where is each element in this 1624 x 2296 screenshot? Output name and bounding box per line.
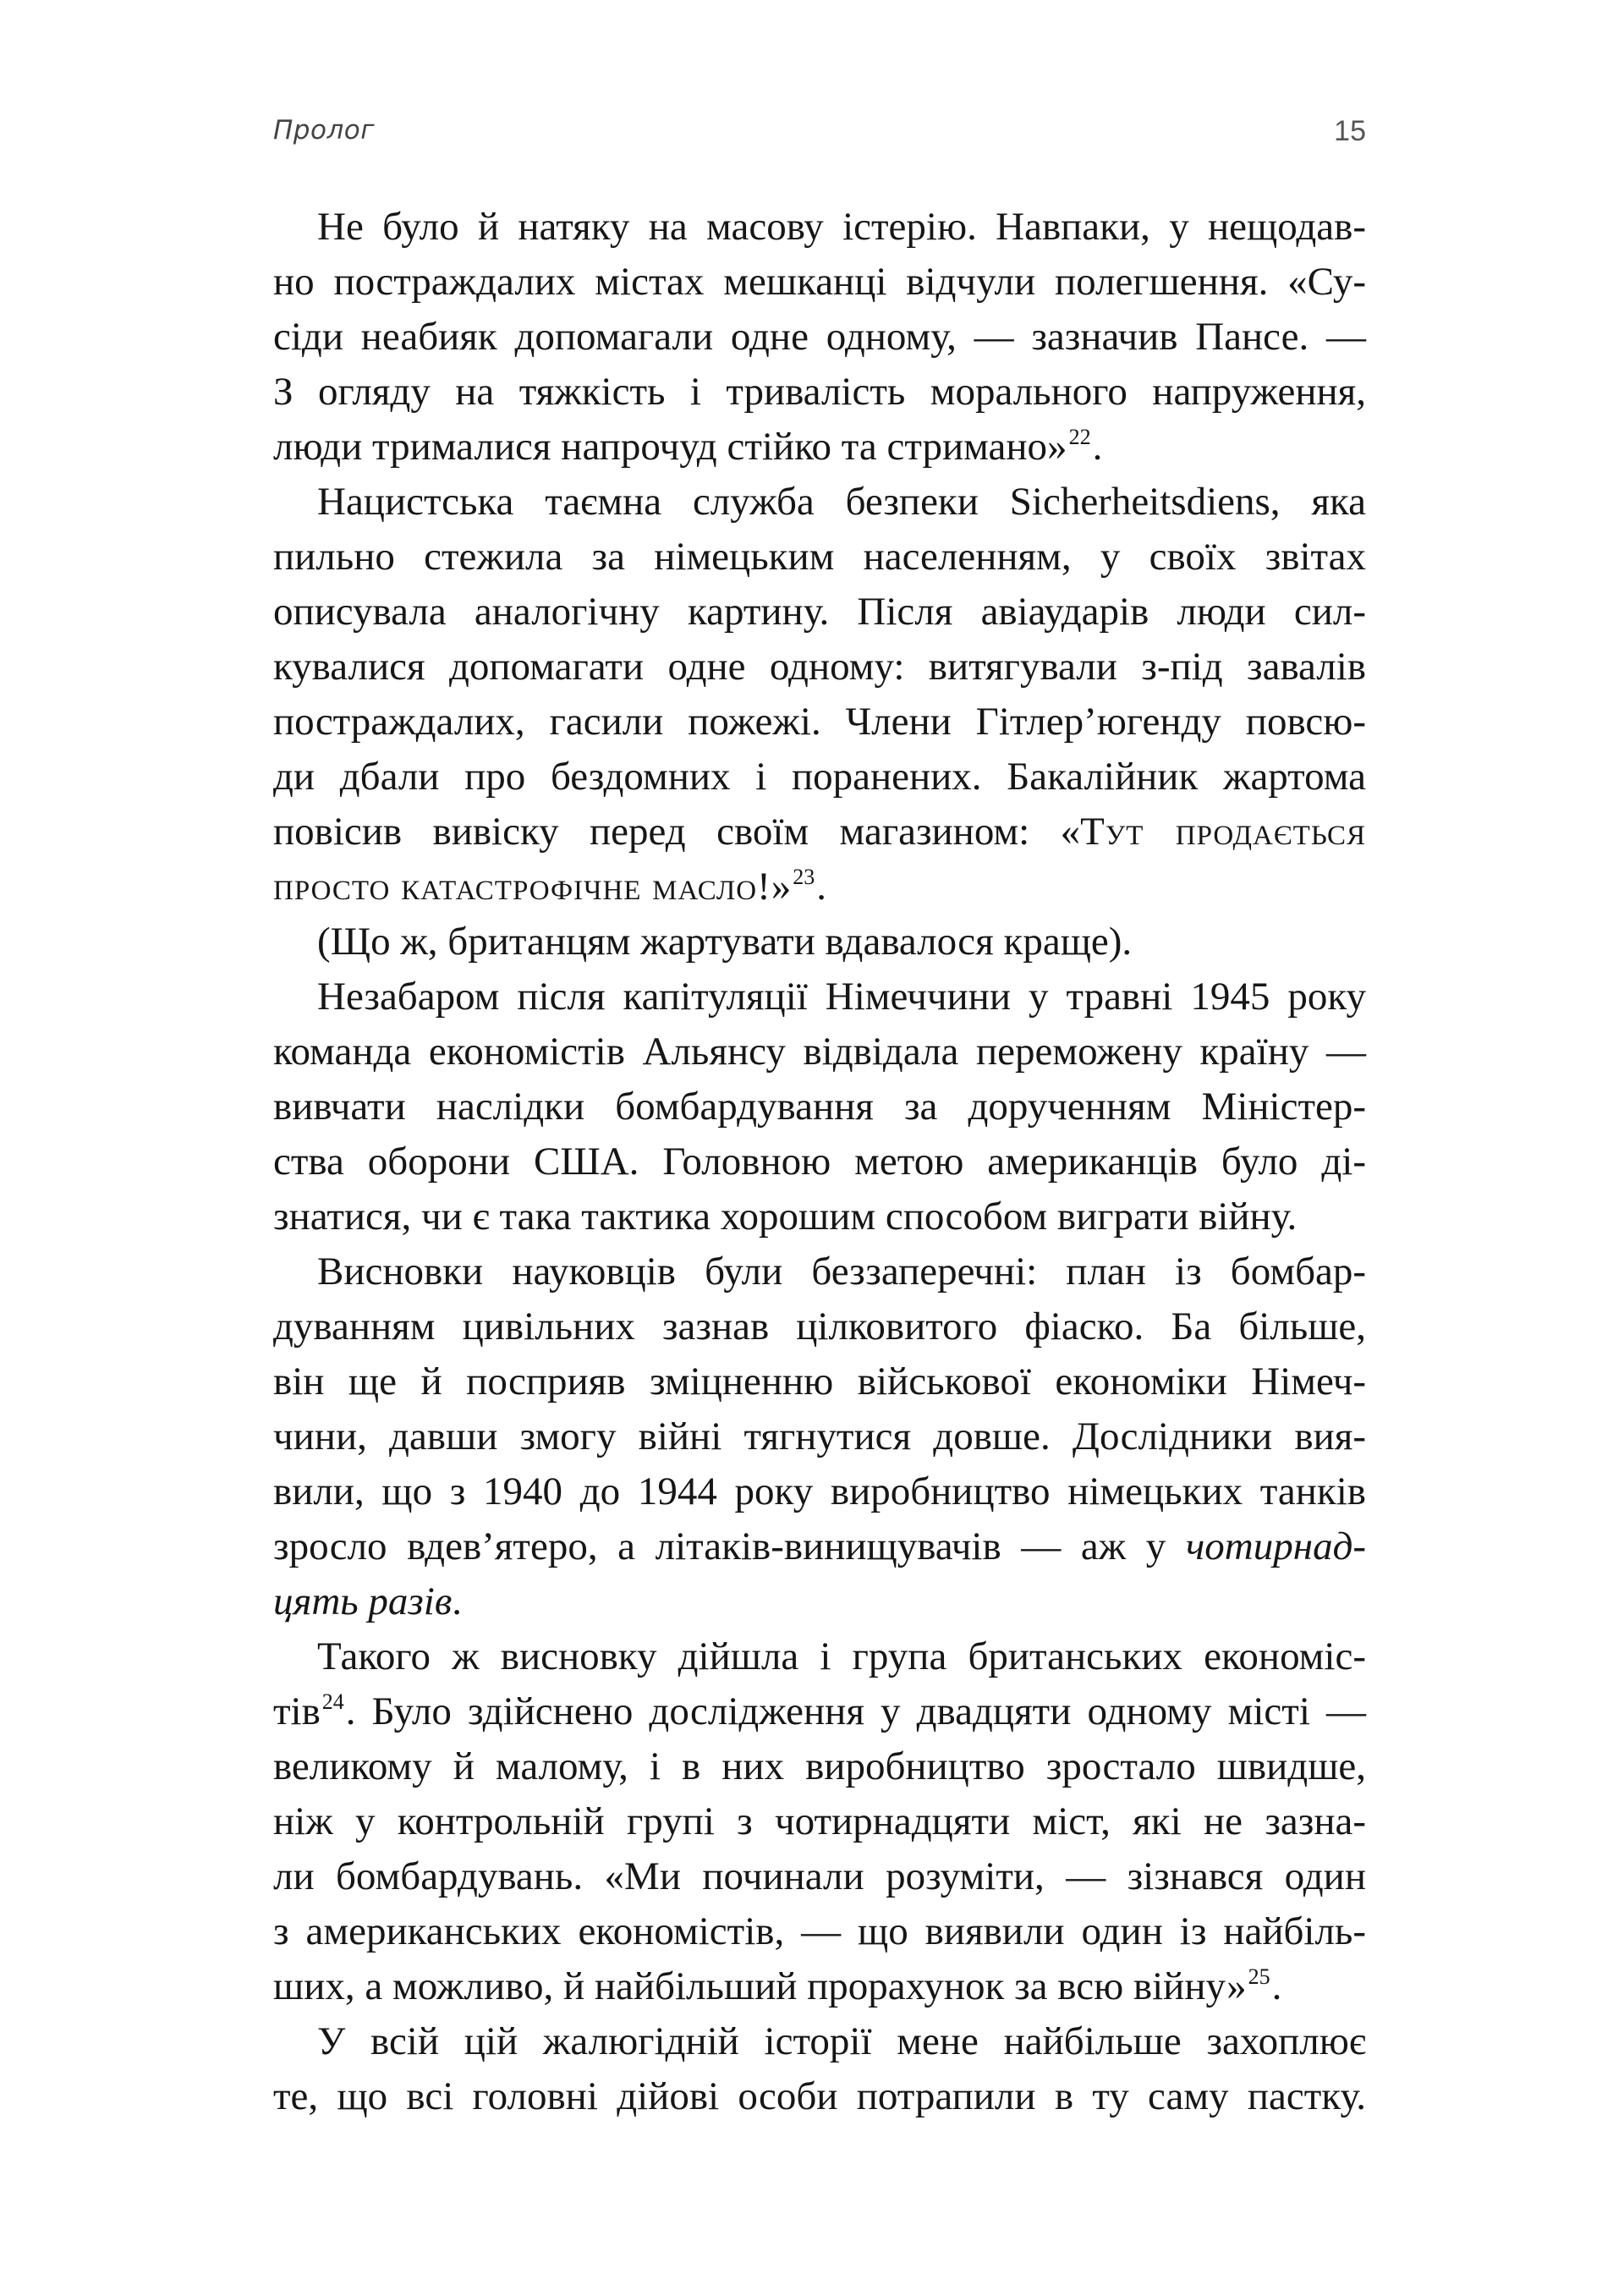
text-line: цять разів. (273, 1579, 462, 1623)
text-line: великому й малому, і в них виробництво зростало швидше, (273, 1744, 1366, 1788)
paragraph (273, 475, 1366, 915)
text-line: З огляду на тяжкість і тривалість морального напруження, (273, 370, 1366, 414)
text-line: сіди неабияк допомагали одне одному, — зазначив Пансе. — (273, 315, 1366, 359)
footnote-ref: 22 (1068, 425, 1091, 449)
text-line: описувала аналогічну картину. Після авіаударів люди сил- (273, 590, 1366, 634)
text-line: кувалися допомагати одне одному: витягували з-під завалів (273, 645, 1366, 689)
text-line: ди дбали про бездомних і поранених. Бакалійник жартома (273, 755, 1366, 799)
paragraph (273, 2014, 1366, 2124)
text-line: У всій цій жалюгідній історії мене найбільше захоплює (317, 2019, 1366, 2063)
italic-emphasis: цять разів (273, 1579, 453, 1623)
text-line: зросло вдев’ятеро, а літаків-винищувачів — аж у чотирнад- (273, 1524, 1366, 1568)
text-line: знатися, чи є така тактика хорошим способом виграти війну. (273, 1195, 1298, 1239)
running-head-section: Пролог (273, 115, 376, 146)
text-line: ства оборони США. Головною метою американців було ді- (273, 1140, 1366, 1184)
text-line: Нацистська таємна служба безпеки Sicherheitsdiens, яка (317, 480, 1366, 524)
running-head (273, 115, 1366, 157)
text-line: просто катастрофічне масло!»$^{23}$. (273, 865, 827, 909)
text-line: ли бомбардувань. «Ми починали розуміти, — зізнався один (273, 1854, 1366, 1898)
text-line: ніж у контрольній групі з чотирнадцяти міст, які не зазна- (273, 1799, 1366, 1843)
text-line: постраждалих, гасили пожежі. Члени Гітлер’югенду повсю- (273, 700, 1366, 744)
footnote-ref: 23 (793, 865, 815, 889)
paragraph (273, 1244, 1366, 1629)
italic-emphasis: чотирнад- (1185, 1524, 1366, 1568)
paragraph (273, 1629, 1366, 2014)
text-line: повісив вивіску перед своїм магазином: «Тут продається (273, 810, 1366, 854)
text-line: з американських економістів, — що виявили один із найбіль- (273, 1909, 1366, 1953)
text-line: ших, а можливо, й найбільший прорахунок за всю війну»$^{25}$. (273, 1964, 1282, 2008)
page-number: 15 (1334, 115, 1366, 147)
text-line: Не було й натяку на масову істерію. Навпаки, у нещодав- (317, 205, 1366, 249)
text-line: Висновки науковців були беззаперечні: план із бомбар- (317, 1250, 1366, 1294)
text-line: він ще й посприяв зміцненню військової економіки Німеч- (273, 1359, 1366, 1403)
text-line: вили, що з 1940 до 1944 року виробництво німецьких танків (273, 1469, 1366, 1513)
text-line: Незабаром після капітуляції Німеччини у травні 1945 року (317, 975, 1366, 1019)
paragraph (273, 969, 1366, 1244)
text-line: но постраждалих містах мешканці відчули полегшення. «Су- (273, 260, 1366, 304)
text-line: тів$^{24}$. Було здійснено дослідження у двадцяти одному місті — (273, 1689, 1366, 1733)
text-line: чини, давши змогу війні тягнутися довше. Дослідники вия- (273, 1414, 1366, 1458)
text-line: команда економістів Альянсу відвідала переможену країну — (273, 1030, 1366, 1074)
text-line: (Що ж, британцям жартувати вдавалося краще). (317, 920, 1133, 964)
small-caps-quote: Тут продається (1080, 810, 1366, 854)
text-line: люди трималися напрочуд стійко та стримано»$^{22}$. (273, 425, 1103, 469)
text-line: пильно стежила за німецьким населенням, у своїх звітах (273, 535, 1366, 579)
small-caps-quote: просто катастрофічне масло! (273, 865, 771, 909)
text-line: вивчати наслідки бомбардування за дорученням Міністер- (273, 1085, 1366, 1129)
text-line: Такого ж висновку дійшла і група британських економіс- (317, 1634, 1366, 1678)
footnote-ref: 24 (321, 1689, 344, 1714)
text-line: дуванням цивільних зазнав цілковитого фіаско. Ба більше, (273, 1305, 1366, 1348)
text-line: те, що всі головні дійові особи потрапили в ту саму пастку. (273, 2074, 1366, 2118)
paragraph (273, 915, 1366, 969)
footnote-ref: 25 (1248, 1964, 1270, 1989)
body-text (273, 200, 1366, 2124)
paragraph (273, 200, 1366, 475)
